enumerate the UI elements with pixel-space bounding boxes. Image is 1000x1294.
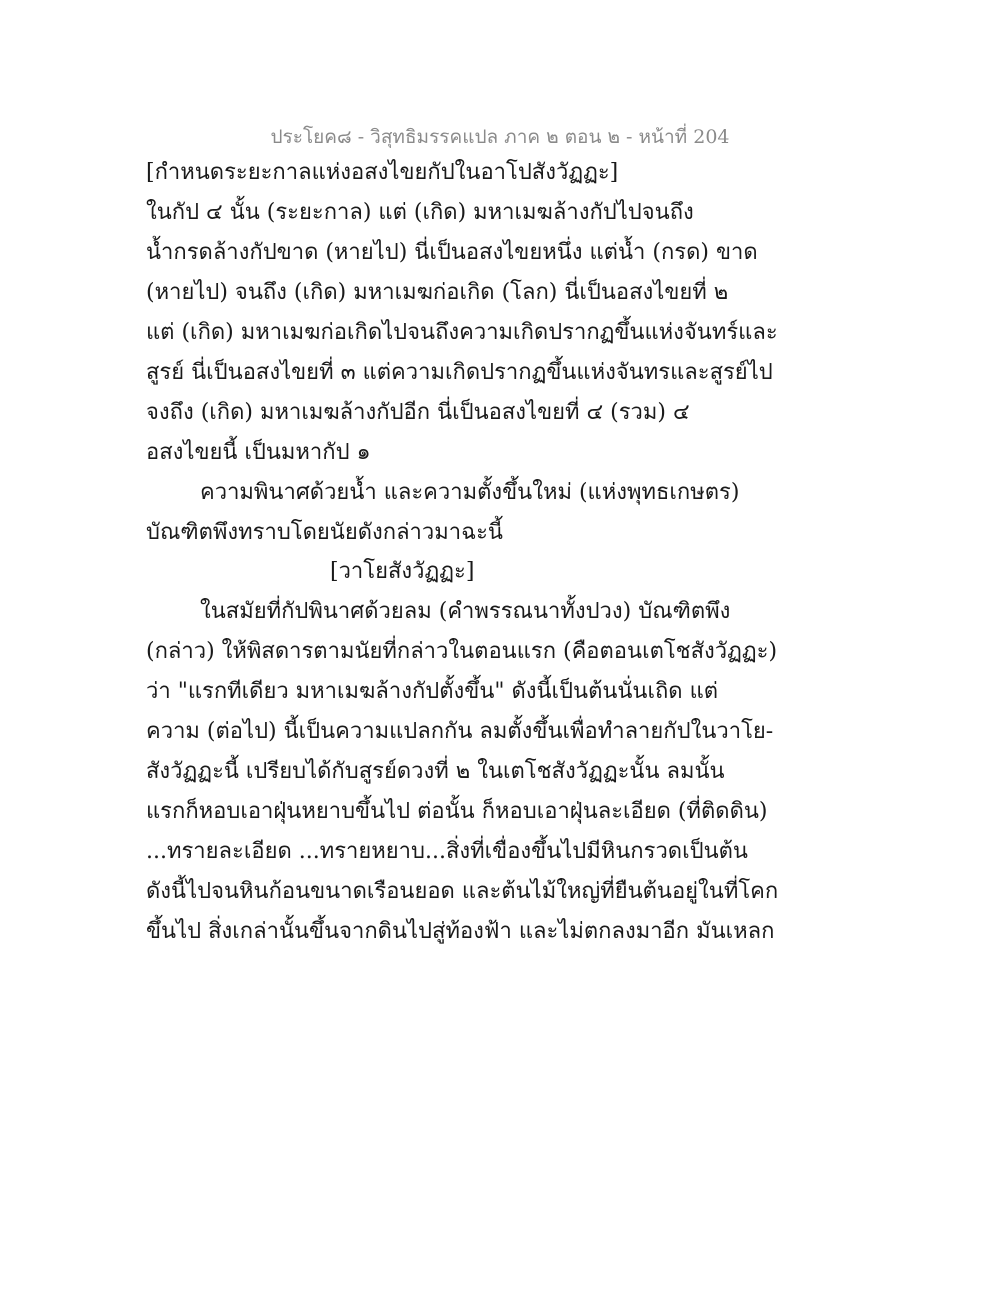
text-line: ในกัป ๔ นั้น (ระยะกาล) แต่ (เกิด) มหาเมฆล้างกัปไปจนถึง	[146, 200, 694, 225]
section-heading: [กำหนดระยะกาลแห่งอสงไขยกัปในอาโปสังวัฏฏะ]	[146, 160, 619, 185]
text-line: ดังนี้ไปจนหินก้อนขนาดเรือนยอด และต้นไม้ใหญ่ที่ยืนต้นอยู่ในที่โคก	[146, 879, 779, 904]
text-line: ...ทรายละเอียด ...ทรายหยาบ...สิ่งที่เขื่องขึ้นไปมีหินกรวดเป็นต้น	[146, 839, 748, 864]
text-line: (กล่าว) ให้พิสดารตามนัยที่กล่าวในตอนแรก (คือตอนเตโชสังวัฏฏะ)	[146, 639, 778, 664]
paragraph-start-line: ในสมัยที่กัปพินาศด้วยลม (คำพรรณนาทั้งปวง) บัณฑิตพึง	[200, 599, 731, 624]
text-line: แต่ (เกิด) มหาเมฆก่อเกิดไปจนถึงความเกิดปรากฏขึ้นแห่งจันทร์และ	[146, 320, 778, 345]
text-line: บัณฑิตพึงทราบโดยนัยดังกล่าวมาฉะนี้	[146, 520, 503, 545]
text-line: (หายไป) จนถึง (เกิด) มหาเมฆก่อเกิด (โลก) นี่เป็นอสงไขยที่ ๒	[146, 280, 729, 305]
text-line: ความ (ต่อไป) นี้เป็นความแปลกกัน ลมตั้งขึ้นเพื่อทำลายกัปในวาโย-	[146, 719, 774, 744]
text-line: สังวัฏฏะนี้ เปรียบได้กับสูรย์ดวงที่ ๒ ในเตโชสังวัฏฏะนั้น ลมนั้น	[146, 759, 725, 784]
section-heading: [วาโยสังวัฏฏะ]	[330, 559, 475, 584]
text-line: น้ำกรดล้างกัปขาด (หายไป) นี่เป็นอสงไขยหนึ่ง แต่น้ำ (กรด) ขาด	[146, 240, 758, 265]
text-line: ว่า "แรกทีเดียว มหาเมฆล้างกัปตั้งขึ้น" ดังนี้เป็นต้นนั่นเถิด แต่	[146, 679, 719, 704]
text-line: แรกก็หอบเอาฝุ่นหยาบขึ้นไป ต่อนั้น ก็หอบเอาฝุ่นละเอียด (ที่ติดดิน)	[146, 799, 768, 824]
running-header: ประโยค๘ - วิสุทธิมรรคแปล ภาค ๒ ตอน ๒ - หน้าที่ 204	[270, 126, 730, 148]
text-line: สูรย์ นี่เป็นอสงไขยที่ ๓ แต่ความเกิดปรากฏขึ้นแห่งจันทรและสูรย์ไป	[146, 360, 773, 385]
paragraph-start-line: ความพินาศด้วยน้ำ และความตั้งขึ้นใหม่ (แห่งพุทธเกษตร)	[200, 480, 740, 505]
text-line: ขึ้นไป สิ่งเกล่านั้นขึ้นจากดินไปสู่ท้องฟ้า และไม่ตกลงมาอีก มันเหลก	[146, 919, 775, 944]
text-line: จงถึง (เกิด) มหาเมฆล้างกัปอีก นี่เป็นอสงไขยที่ ๔ (รวม) ๔	[146, 400, 690, 425]
text-line: อสงไขยนี้ เป็นมหากัป ๑	[146, 440, 371, 465]
